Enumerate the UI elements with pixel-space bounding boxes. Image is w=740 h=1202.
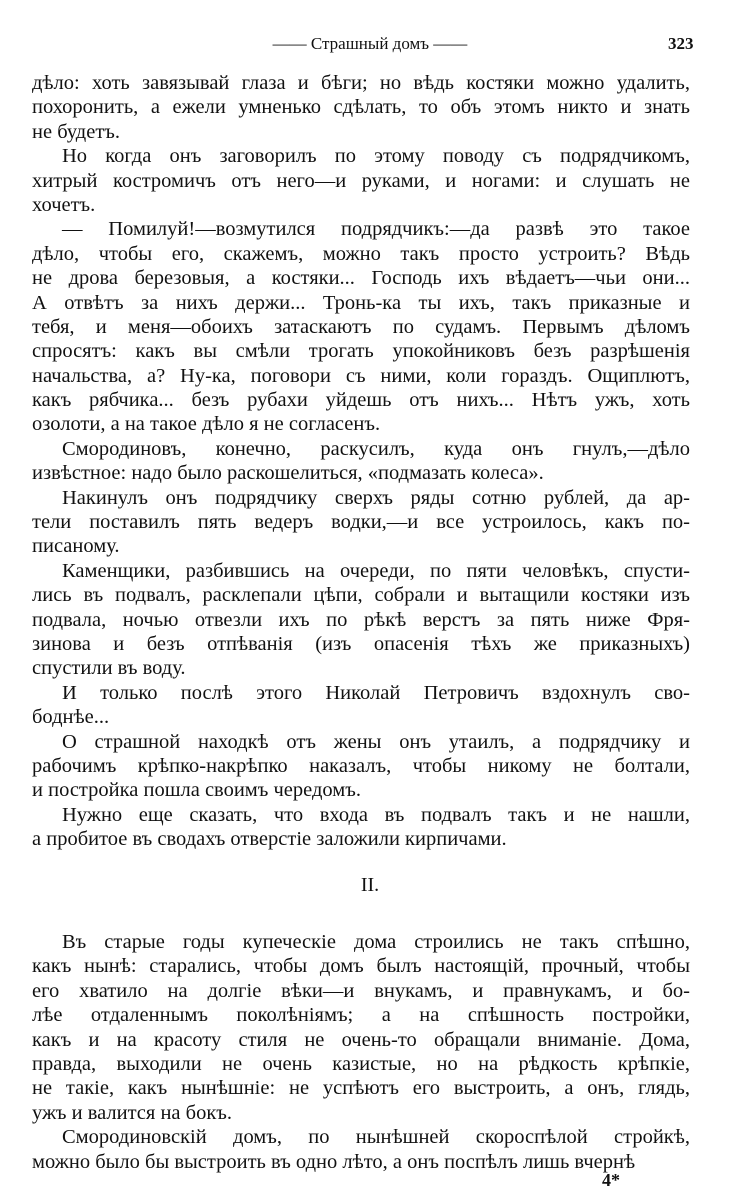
paragraph bbox=[32, 730, 690, 803]
text-line: Смородиновъ, конечно, раскусилъ, куда онъ гнулъ,—дѣло bbox=[62, 437, 690, 460]
paragraph bbox=[32, 681, 690, 730]
text-line: его хватило на долгіе вѣки—и внукамъ, и правнукамъ, и бо- bbox=[32, 979, 690, 1002]
text-line: не дрова березовыя, а костяки... Господь ихъ вѣдаетъ—чьи они... bbox=[32, 267, 690, 290]
paragraph bbox=[32, 144, 690, 217]
text-line: хочетъ. bbox=[32, 193, 96, 216]
text-line: Накинулъ онъ подрядчику сверхъ ряды сотню рублей, да ар- bbox=[62, 486, 690, 509]
text-line: какъ нынѣ: старались, чтобы домъ былъ настоящій, прочный, чтобы bbox=[32, 955, 690, 978]
paragraph bbox=[32, 437, 690, 486]
text-line: и постройка пошла своимъ чередомъ. bbox=[32, 779, 361, 802]
text-line: можно было бы выстроить въ одно лѣто, а онъ поспѣлъ лишь вчернѣ bbox=[32, 1150, 636, 1173]
text-line: хитрый костромичъ отъ него—и руками, и ногами: и слушать не bbox=[32, 169, 690, 192]
text-line: подвала, ночью отвезли ихъ по рѣкѣ верстъ за пять ниже Фря- bbox=[32, 608, 690, 631]
paragraph bbox=[32, 559, 690, 681]
text-line: Нужно еще сказать, что входа въ подвалъ такъ и не нашли, bbox=[62, 803, 690, 826]
paragraph bbox=[32, 71, 690, 144]
text-line: какъ рябчика... безъ рубахи уйдешь отъ нихъ... Нѣтъ ужъ, хоть bbox=[32, 389, 690, 412]
text-line: дѣло, чтобы его, скажемъ, можно такъ просто устроить? Вѣдь bbox=[32, 242, 690, 265]
paragraph bbox=[32, 803, 690, 852]
section-heading: II. bbox=[360, 874, 380, 896]
text-line: лѣе отдаленнымъ поколѣніямъ; а на спѣшность постройки, bbox=[32, 1004, 690, 1027]
text-line: спустили въ воду. bbox=[32, 657, 186, 680]
text-line: тели поставилъ пять ведеръ водки,—и все устроилось, какъ по- bbox=[32, 511, 690, 534]
text-line: а пробитое въ сводахъ отверстіе заложили кирпичами. bbox=[32, 828, 507, 851]
paragraph bbox=[32, 1125, 690, 1174]
text-line: тебя, и меня—обоихъ затаскаютъ по судамъ. Первымъ дѣломъ bbox=[32, 315, 690, 338]
text-line: зинова и безъ отпѣванія (изъ опасенія тѣхъ же приказныхъ) bbox=[32, 632, 690, 655]
running-title: —— Страшный домъ —— bbox=[272, 34, 468, 53]
text-line: — Помилуй!—возмутился подрядчикъ:—да развѣ это такое bbox=[62, 218, 690, 241]
running-header bbox=[0, 32, 740, 58]
paragraph bbox=[32, 486, 690, 559]
text-line: не будетъ. bbox=[32, 120, 121, 143]
printer-signature: 4* bbox=[602, 1170, 620, 1190]
text-line: О страшной находкѣ отъ жены онъ утаилъ, а подрядчику и bbox=[62, 730, 690, 753]
text-line: Каменщики, разбившись на очереди, по пяти человѣкъ, спусти- bbox=[62, 559, 690, 582]
text-line: писаному. bbox=[32, 535, 120, 558]
text-line: спросятъ: какъ вы смѣли трогать упокойниковъ безъ разрѣшенія bbox=[32, 340, 690, 363]
text-line: какъ и на красоту стиля не очень-то обращали вниманіе. Дома, bbox=[32, 1028, 690, 1051]
text-line: ужъ и валится на бокъ. bbox=[32, 1101, 233, 1124]
text-line: Смородиновскій домъ, по нынѣшней скороспѣлой стройкѣ, bbox=[62, 1126, 690, 1149]
text-line: начальства, а? Ну-ка, поговори съ ними, коли гораздъ. Ощиплютъ, bbox=[32, 364, 690, 387]
text-line: дѣло: хоть завязывай глаза и бѣги; но вѣдь костяки можно удалить, bbox=[32, 72, 690, 94]
text-line: Въ старые годы купеческіе дома строились не такъ спѣшно, bbox=[62, 931, 690, 953]
text-line: правда, выходили не очень казистые, но на рѣдкость крѣпкіе, bbox=[32, 1052, 690, 1075]
section-one-text bbox=[32, 71, 690, 852]
text-line: И только послѣ этого Николай Петровичъ вздохнулъ сво- bbox=[62, 681, 690, 704]
text-line: А отвѣтъ за нихъ держи... Тронь-ка ты ихъ, такъ приказные и bbox=[32, 291, 690, 314]
text-line: не такіе, какъ нынѣшніе: не успѣютъ его выстроить, а онъ, глядь, bbox=[32, 1077, 690, 1100]
text-line: похоронить, а ежели умненько сдѣлать, то объ этомъ никто и знать bbox=[32, 96, 690, 119]
text-line: озолоти, а на такое дѣло я не согласенъ. bbox=[32, 413, 381, 436]
text-line: Но когда онъ заговорилъ по этому поводу съ подрядчикомъ, bbox=[62, 145, 690, 168]
paragraph bbox=[32, 217, 690, 437]
text-line: извѣстное: надо было раскошелиться, «подмазать колеса». bbox=[32, 462, 544, 485]
text-line: боднѣе... bbox=[32, 706, 110, 729]
text-line: лись въ подвалъ, расклепали цѣпи, собрали и вытащили костяки изъ bbox=[32, 584, 690, 607]
text-line: рабочимъ крѣпко-накрѣпко наказалъ, чтобы никому не болтали, bbox=[32, 754, 690, 777]
paragraph bbox=[32, 930, 690, 1125]
section-two-text bbox=[32, 930, 690, 1174]
page-number: 323 bbox=[668, 34, 694, 53]
